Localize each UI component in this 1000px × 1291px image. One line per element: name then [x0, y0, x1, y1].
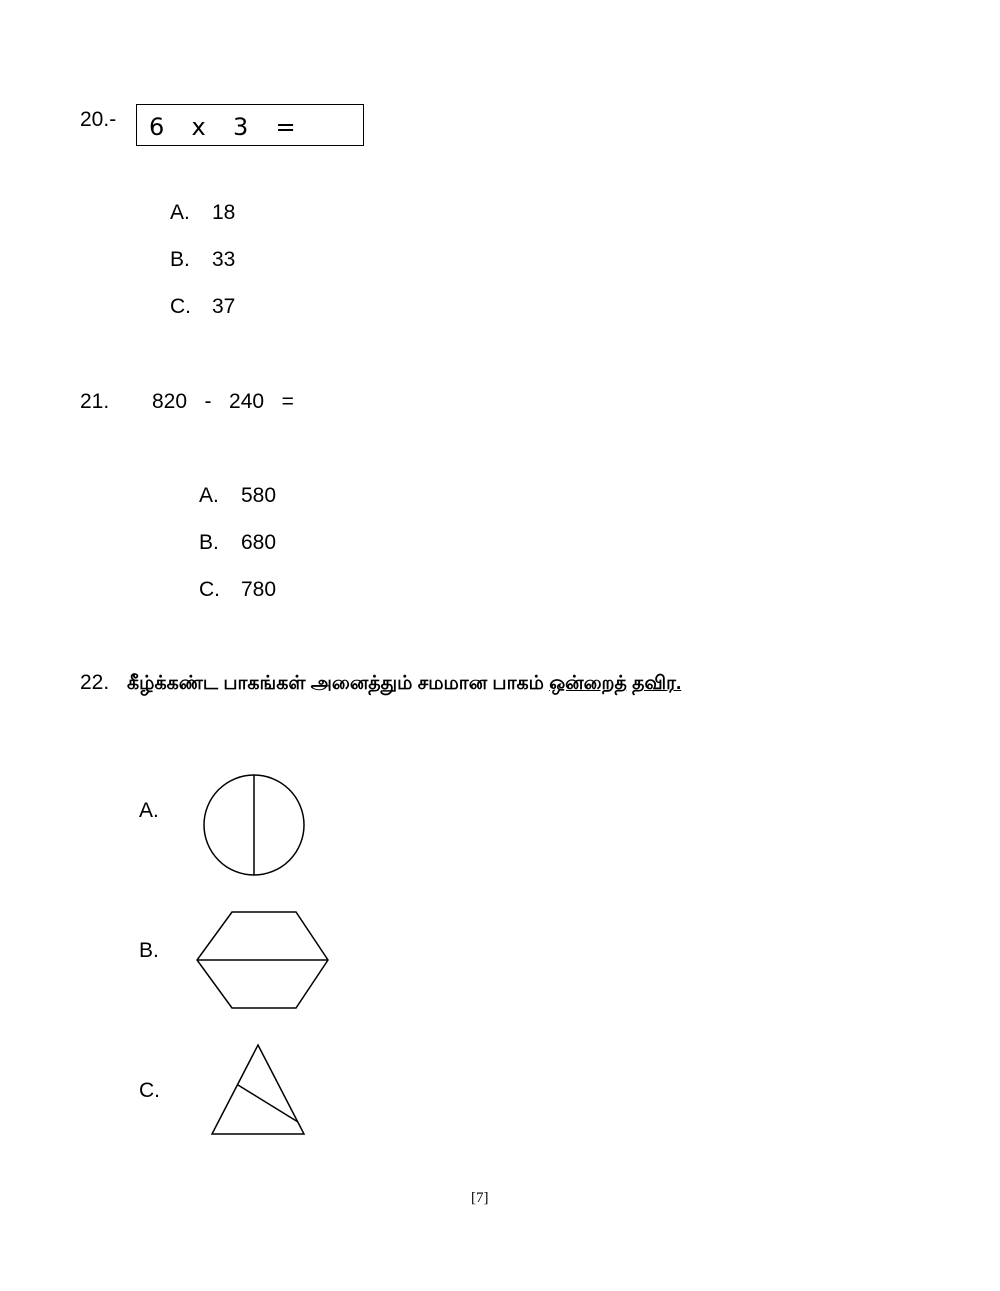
question-22-text	[127, 673, 681, 697]
question-22-text-underlined-1: ஒன்றைத்	[549, 673, 627, 694]
option-value: 580	[241, 484, 277, 507]
question-22-text-underlined-2: தவிர.	[632, 673, 682, 694]
circle-split-vertical-icon[interactable]	[200, 772, 308, 878]
question-20-expression-box	[136, 104, 364, 146]
option-label: B.	[170, 248, 190, 271]
page-number: [7]	[471, 1190, 489, 1206]
question-22-option-b-label[interactable]: B.	[139, 939, 159, 962]
option-value: 780	[241, 578, 277, 601]
question-20-option-b[interactable]	[170, 248, 235, 272]
question-20-number: 20.-	[80, 108, 117, 131]
question-21-number: 21.	[80, 390, 110, 413]
question-20-expression: 6 x 3 =	[149, 113, 296, 141]
option-label: C.	[199, 578, 220, 601]
triangle-split-unequal-icon[interactable]	[208, 1043, 308, 1139]
option-value: 33	[212, 248, 236, 271]
question-22-text-plain: கீழ்க்கண்ட பாகங்கள் அனைத்தும் சமமான பாகம்	[127, 673, 544, 694]
question-20-option-a[interactable]	[170, 201, 235, 225]
option-value: 18	[212, 201, 236, 224]
option-value: 680	[241, 531, 277, 554]
option-label: B.	[199, 531, 219, 554]
question-22-option-c-label[interactable]: C.	[139, 1079, 160, 1102]
question-22-option-a-label[interactable]: A.	[139, 799, 159, 822]
hexagon-split-horizontal-icon[interactable]	[194, 910, 330, 1012]
option-label: A.	[170, 201, 190, 224]
option-label: C.	[170, 295, 191, 318]
question-21-option-c[interactable]	[199, 578, 276, 602]
question-21-option-b[interactable]	[199, 531, 276, 555]
option-value: 37	[212, 295, 236, 318]
question-21-expression: 820 - 240 =	[152, 390, 294, 413]
question-20-option-c[interactable]	[170, 295, 235, 319]
option-label: A.	[199, 484, 219, 507]
question-21-option-a[interactable]	[199, 484, 276, 508]
question-22-number: 22.	[80, 671, 110, 694]
